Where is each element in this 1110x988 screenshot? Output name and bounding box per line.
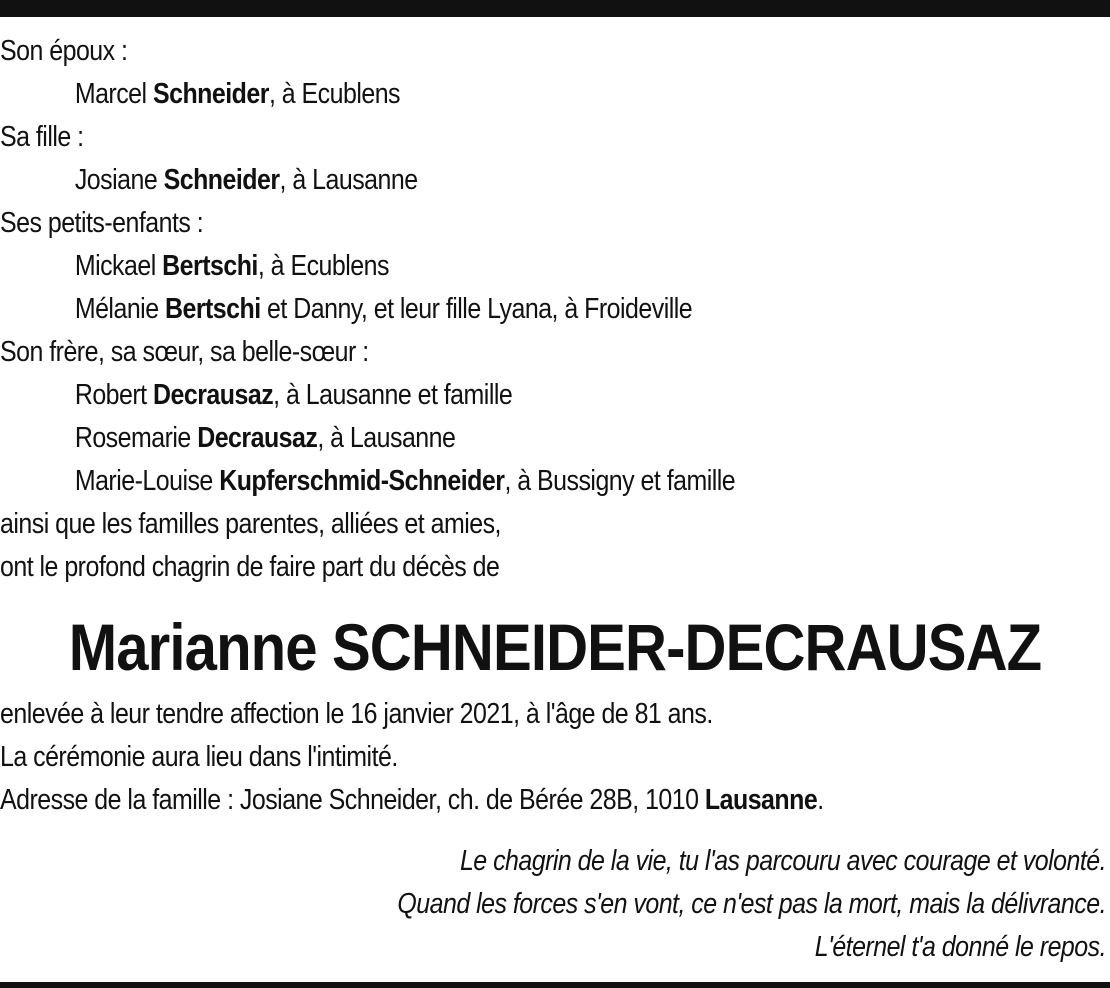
last-name: Kupferschmid-Schneider <box>219 465 505 497</box>
first-name: Mickael <box>74 250 156 282</box>
obituary-notice <box>0 30 1110 969</box>
grandchild-entry <box>0 245 1110 288</box>
address-prefix: Adresse de la famille : Josiane Schneider, ch. de Bérée 28B, 1010 <box>0 784 705 816</box>
poem-line: Le chagrin de la vie, tu l'as parcouru avec courage et volonté. <box>459 845 1106 877</box>
last-name: Decrausaz <box>197 422 318 454</box>
entry-rest: , à Lausanne <box>317 422 456 454</box>
entry-rest: , à Lausanne <box>279 164 418 196</box>
address-line <box>0 779 1101 822</box>
death-line: enlevée à leur tendre affection le 16 janvier 2021, à l'âge de 81 ans. <box>0 698 713 730</box>
entry-rest: , à Lausanne et famille <box>273 379 513 411</box>
relatives-line: ainsi que les familles parentes, alliées et amies, <box>0 508 501 540</box>
details-block <box>0 693 1110 822</box>
sibling-entry <box>0 460 1110 503</box>
last-name: Bertschi <box>162 250 258 282</box>
top-rule <box>0 0 1110 17</box>
last-name: Schneider <box>152 78 269 110</box>
bottom-rule <box>0 982 1110 988</box>
first-name: Josiane <box>74 164 158 196</box>
address-suffix: . <box>817 784 824 816</box>
announce-line: ont le profond chagrin de faire part du décès de <box>0 551 500 583</box>
last-name: Schneider <box>163 164 280 196</box>
grandchild-entry <box>0 288 1110 331</box>
entry-rest: , à Bussigny et famille <box>504 465 736 497</box>
first-name: Rosemarie <box>74 422 191 454</box>
spouse-entry <box>0 73 1110 116</box>
last-name: Decrausaz <box>153 379 274 411</box>
spouse-heading: Son époux : <box>0 35 128 67</box>
last-name: Bertschi <box>164 293 261 325</box>
poem-line: Quand les forces s'en vont, ce n'est pas la mort, mais la délivrance. <box>397 888 1106 920</box>
poem-line: L'éternel t'a donné le repos. <box>814 931 1106 963</box>
sibling-entry <box>0 374 1110 417</box>
address-city: Lausanne <box>704 784 818 816</box>
ceremony-line: La cérémonie aura lieu dans l'intimité. <box>0 741 398 773</box>
daughter-entry <box>0 159 1110 202</box>
first-name: Mélanie <box>74 293 159 325</box>
entry-rest: , à Ecublens <box>268 78 401 110</box>
first-name: Robert <box>74 379 147 411</box>
poem-block <box>0 840 1110 969</box>
entry-rest: et Danny, et leur fille Lyana, à Froideville <box>260 293 693 325</box>
entry-rest: , à Ecublens <box>257 250 389 282</box>
first-name: Marcel <box>74 78 147 110</box>
grandchildren-heading: Ses petits-enfants : <box>0 207 204 239</box>
daughter-heading: Sa fille : <box>0 121 84 153</box>
sibling-entry <box>0 417 1110 460</box>
first-name: Marie-Louise <box>74 465 213 497</box>
siblings-heading: Son frère, sa sœur, sa belle-sœur : <box>0 336 369 368</box>
deceased-name: Marianne SCHNEIDER-DECRAUSAZ <box>68 610 1042 684</box>
